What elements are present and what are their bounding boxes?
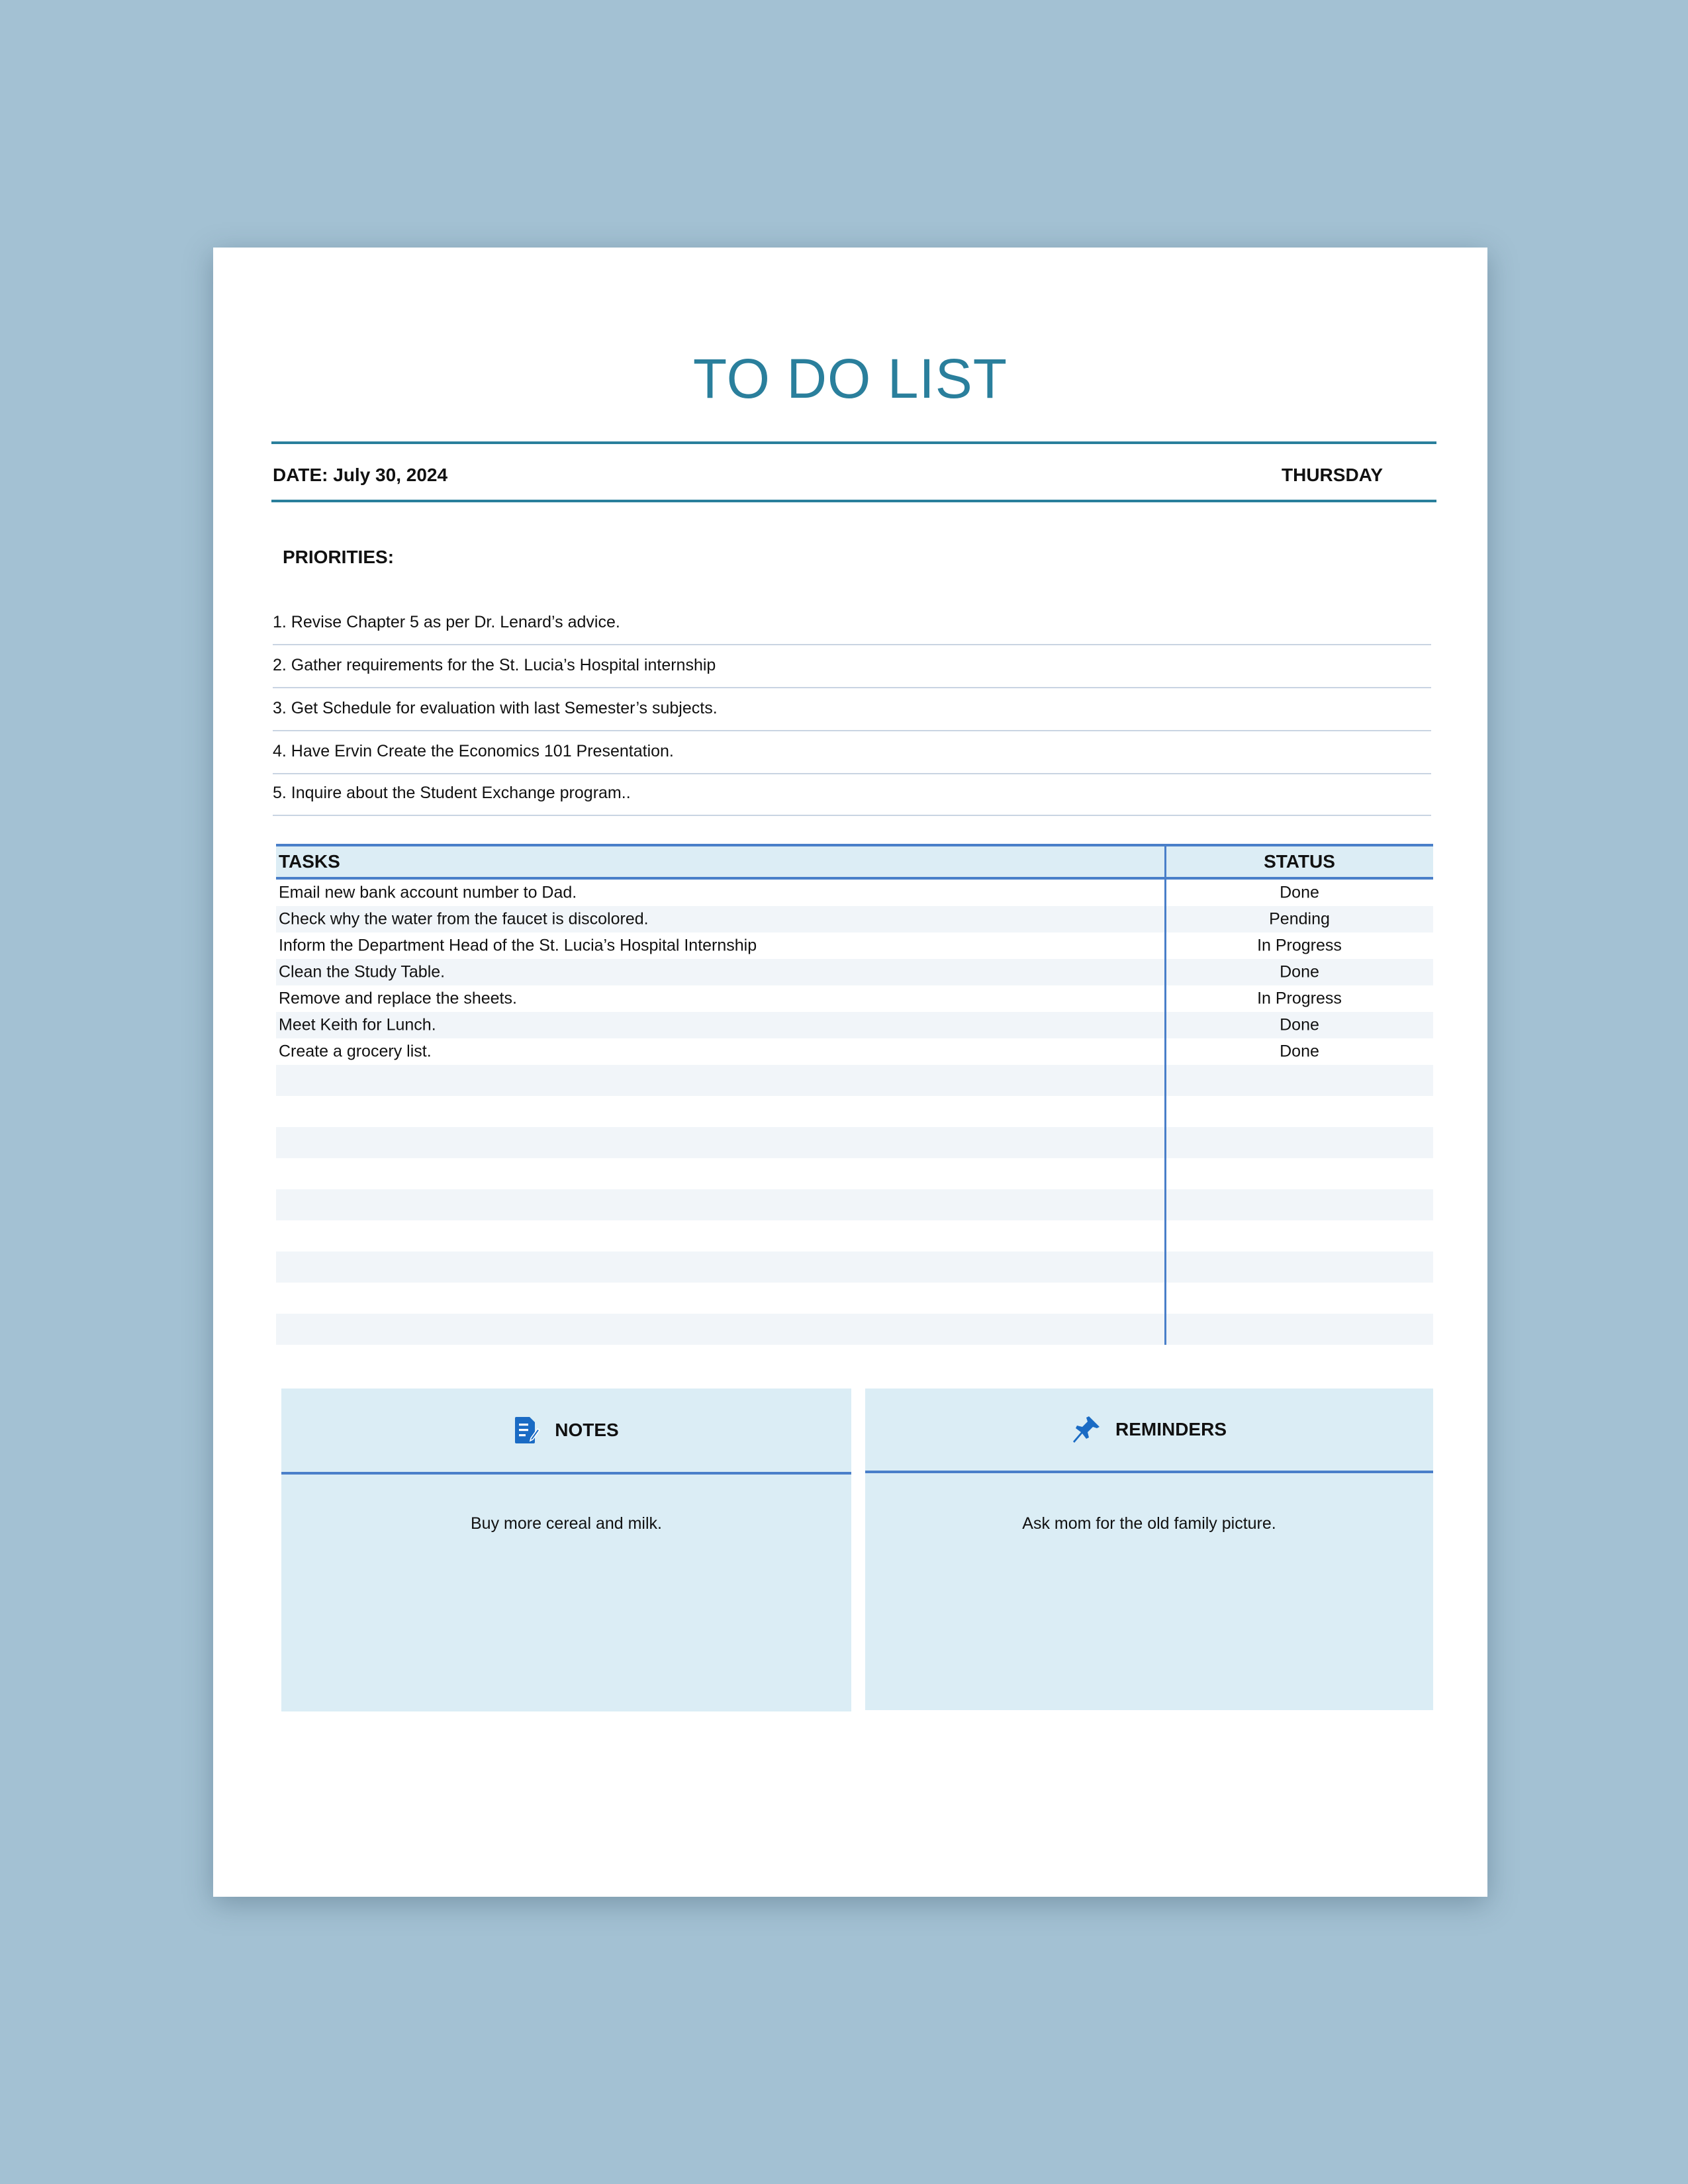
tasks-header: TASKS: [279, 851, 340, 872]
page-title: TO DO LIST: [692, 347, 1008, 410]
column-divider: [1164, 844, 1166, 1345]
table-row: [276, 959, 1433, 985]
empty-table-row: [276, 1283, 1433, 1314]
tasks-table: [276, 844, 1433, 1345]
priority-text: 5. Inquire about the Student Exchange program..: [273, 784, 631, 802]
task-cell: Remove and replace the sheets.: [279, 989, 517, 1008]
table-row: [276, 1012, 1433, 1038]
reminders-heading: REMINDERS: [1115, 1419, 1227, 1439]
empty-table-row: [276, 1065, 1433, 1096]
document-page: [213, 248, 1487, 1897]
empty-table-row: [276, 1314, 1433, 1345]
table-row: [276, 1038, 1433, 1065]
table-header: [276, 844, 1433, 880]
priority-item: [273, 644, 1431, 688]
table-row: [276, 880, 1433, 906]
status-cell: Pending: [1269, 909, 1330, 929]
task-cell: Meet Keith for Lunch.: [279, 1015, 436, 1034]
empty-table-row: [276, 1158, 1433, 1189]
priority-text: 1. Revise Chapter 5 as per Dr. Lenard’s advice.: [273, 613, 620, 631]
table-row: [276, 906, 1433, 933]
priority-item: [273, 772, 1431, 816]
status-cell: Done: [1280, 1042, 1319, 1061]
priority-text: 2. Gather requirements for the St. Lucia’s Hospital internship: [273, 656, 716, 674]
task-cell: Email new bank account number to Dad.: [279, 883, 577, 902]
priority-text: 3. Get Schedule for evaluation with last Semester’s subjects.: [273, 699, 718, 717]
priority-item: [273, 601, 1431, 645]
priority-item: [273, 730, 1431, 774]
reminders-panel: [865, 1388, 1433, 1710]
status-cell: Done: [1280, 1015, 1319, 1034]
pushpin-icon: [1072, 1415, 1101, 1444]
divider: [271, 441, 1436, 444]
status-header: STATUS: [1264, 851, 1335, 872]
task-cell: Inform the Department Head of the St. Lucia’s Hospital Internship: [279, 936, 757, 955]
priority-item: [273, 687, 1431, 731]
empty-table-row: [276, 1189, 1433, 1220]
notes-heading: NOTES: [555, 1420, 619, 1440]
table-row: [276, 985, 1433, 1012]
table-row: [276, 933, 1433, 959]
notes-panel: [281, 1388, 851, 1711]
notes-icon: [514, 1416, 540, 1445]
empty-table-row: [276, 1220, 1433, 1251]
task-cell: Clean the Study Table.: [279, 962, 445, 981]
divider: [271, 500, 1436, 502]
status-cell: In Progress: [1257, 989, 1342, 1008]
status-cell: In Progress: [1257, 936, 1342, 955]
task-cell: Check why the water from the faucet is discolored.: [279, 909, 649, 929]
status-cell: Done: [1280, 883, 1319, 902]
empty-table-row: [276, 1251, 1433, 1283]
day-label: THURSDAY: [1282, 465, 1383, 485]
priority-text: 4. Have Ervin Create the Economics 101 Presentation.: [273, 742, 674, 760]
reminders-text: Ask mom for the old family picture.: [1022, 1514, 1276, 1533]
status-cell: Done: [1280, 962, 1319, 981]
empty-table-row: [276, 1127, 1433, 1158]
date-label: DATE: July 30, 2024: [273, 465, 448, 485]
task-cell: Create a grocery list.: [279, 1042, 432, 1061]
priorities-heading: PRIORITIES:: [283, 547, 395, 567]
notes-text: Buy more cereal and milk.: [470, 1514, 662, 1533]
empty-table-row: [276, 1096, 1433, 1127]
